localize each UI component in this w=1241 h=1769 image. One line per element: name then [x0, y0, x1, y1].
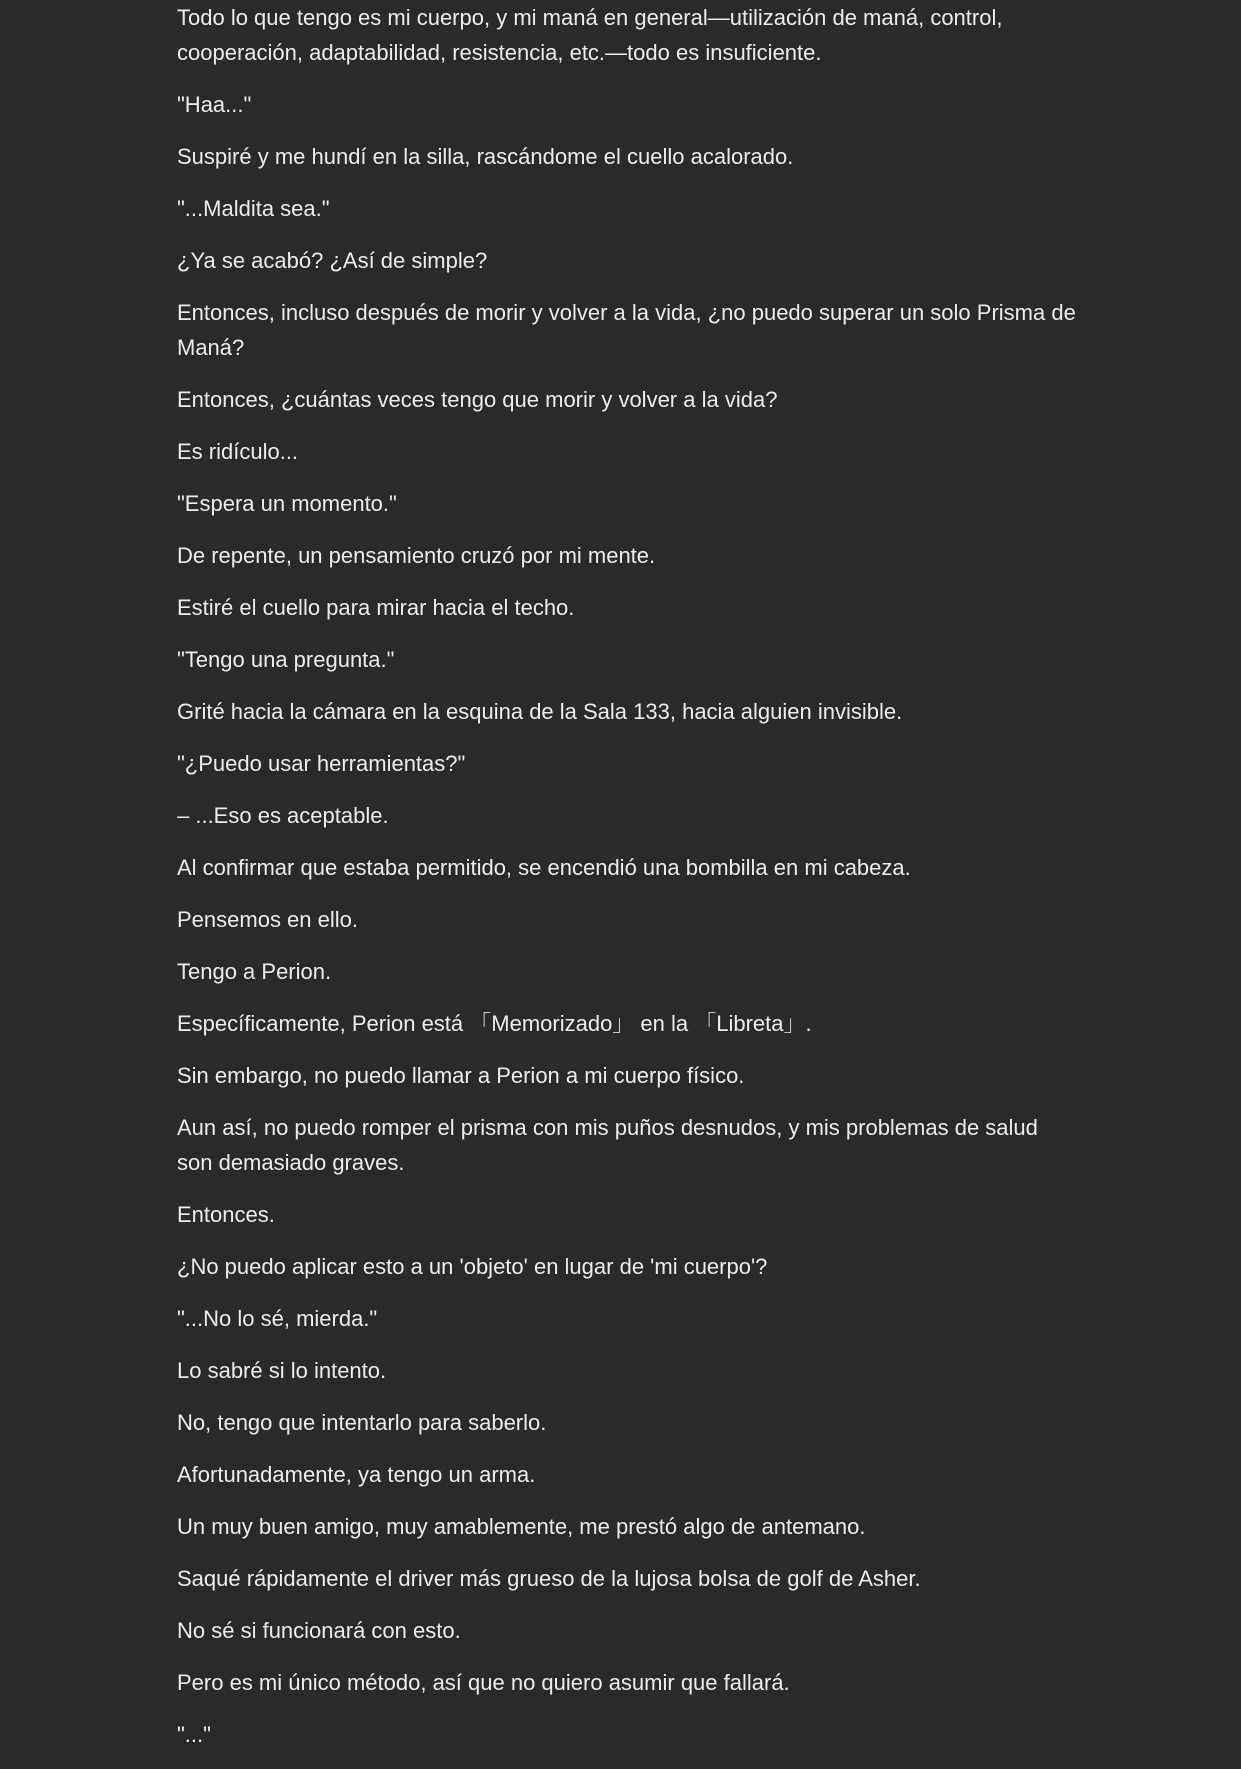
paragraph: Estiré el cuello para mirar hacia el techo.	[177, 595, 575, 620]
paragraph: No sé si funcionará con esto.	[177, 1618, 461, 1643]
paragraph: – ...Eso es aceptable.	[177, 803, 389, 828]
paragraph: Al confirmar que estaba permitido, se encendió una bombilla en mi cabeza.	[177, 855, 911, 880]
paragraph: Entonces, incluso después de morir y volver a la vida, ¿no puedo superar un solo Prisma de Maná?	[177, 300, 1076, 360]
paragraph: "...No lo sé, mierda."	[177, 1306, 378, 1331]
document-body	[177, 0, 1077, 1769]
paragraph: Pensemos en ello.	[177, 907, 358, 932]
paragraph: ¿Ya se acabó? ¿Así de simple?	[177, 248, 488, 273]
paragraph: Entonces.	[177, 1202, 275, 1227]
paragraph: Específicamente, Perion está 「Memorizado」 en la 「Libreta」.	[177, 1011, 812, 1036]
paragraph: "Espera un momento."	[177, 491, 397, 516]
paragraph: "¿Puedo usar herramientas?"	[177, 751, 466, 776]
paragraph: Lo sabré si lo intento.	[177, 1358, 387, 1383]
paragraph: Sin embargo, no puedo llamar a Perion a mi cuerpo físico.	[177, 1063, 745, 1088]
paragraph: ¿No puedo aplicar esto a un 'objeto' en lugar de 'mi cuerpo'?	[177, 1254, 768, 1279]
paragraph: "..."	[177, 1722, 211, 1747]
paragraph: Entonces, ¿cuántas veces tengo que morir y volver a la vida?	[177, 387, 778, 412]
paragraph: "Haa..."	[177, 92, 252, 117]
paragraph: Todo lo que tengo es mi cuerpo, y mi maná en general—utilización de maná, control, cooperación, adaptabilidad, resistencia, etc.—todo es insuficiente.	[177, 5, 1003, 65]
paragraph: "Tengo una pregunta."	[177, 647, 395, 672]
paragraph: Grité hacia la cámara en la esquina de la Sala 133, hacia alguien invisible.	[177, 699, 903, 724]
paragraph: Aun así, no puedo romper el prisma con mis puños desnudos, y mis problemas de salud son demasiado graves.	[177, 1115, 1038, 1175]
paragraph: "...Maldita sea."	[177, 196, 330, 221]
paragraph: Un muy buen amigo, muy amablemente, me prestó algo de antemano.	[177, 1514, 866, 1539]
paragraph: No, tengo que intentarlo para saberlo.	[177, 1410, 547, 1435]
paragraph: Afortunadamente, ya tengo un arma.	[177, 1462, 536, 1487]
paragraph: Saqué rápidamente el driver más grueso de la lujosa bolsa de golf de Asher.	[177, 1566, 921, 1591]
paragraph: Suspiré y me hundí en la silla, rascándome el cuello acalorado.	[177, 144, 794, 169]
paragraph: Pero es mi único método, así que no quiero asumir que fallará.	[177, 1670, 790, 1695]
paragraph: Es ridículo...	[177, 439, 299, 464]
paragraph: Tengo a Perion.	[177, 959, 332, 984]
paragraph: De repente, un pensamiento cruzó por mi mente.	[177, 543, 656, 568]
